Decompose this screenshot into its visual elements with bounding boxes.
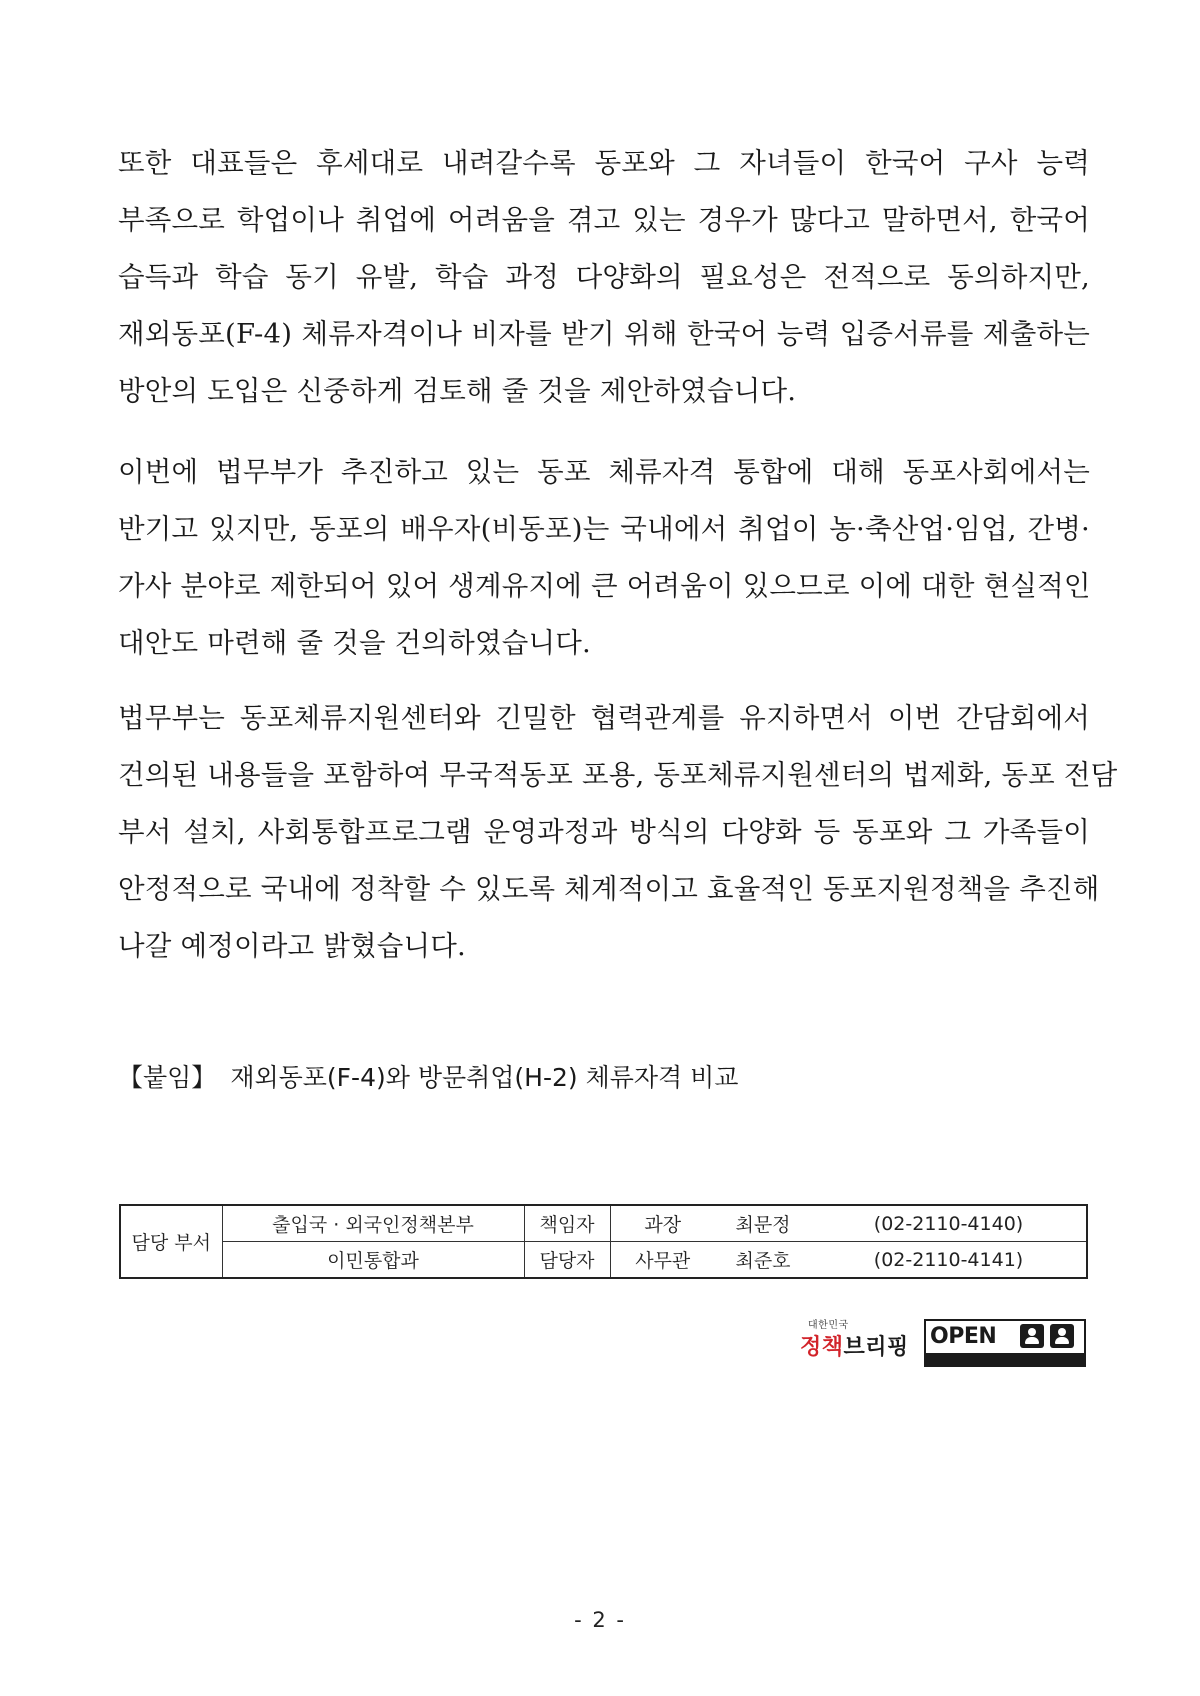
open-text: OPEN [930,1324,997,1349]
paragraph-line: 가사 분야로 제한되어 있어 생계유지에 큰 어려움이 있으므로 이에 대한 현실적인 [118,570,1091,602]
name-cell: 최준호 [715,1242,811,1279]
paragraph-line: 안정적으로 국내에 정착할 수 있도록 체계적이고 효율적인 동포지원정책을 추진해 [118,873,1100,905]
body-paragraph [118,444,1090,672]
attribution-icon [1020,1324,1044,1348]
position-cell: 사무관 [610,1242,715,1279]
logo-main-text [800,1330,909,1361]
table-row [120,1242,1087,1279]
policy-briefing-wordmark [800,1316,918,1372]
attachment-title: 재외동포(F-4)와 방문취업(H-2) 체류자격 비교 [230,1063,739,1092]
logo-small-text: 대한민국 [808,1320,849,1331]
phone-cell: (02-2110-4140) [811,1205,1087,1242]
role-cell: 책임자 [524,1205,610,1242]
department-line1-cell: 출입국 · 외국인정책본부 [222,1205,524,1242]
body-paragraph [118,135,1090,420]
paragraph-line: 방안의 도입은 신중하게 검토해 줄 것을 제안하였습니다. [118,375,797,407]
paragraph-line: 부서 설치, 사회통합프로그램 운영과정과 방식의 다양화 등 동포와 그 가족들이 [118,816,1090,848]
role-cell: 담당자 [524,1242,610,1279]
position-cell: 과장 [610,1205,715,1242]
paragraph-line: 습득과 학습 동기 유발, 학습 과정 다양화의 필요성은 전적으로 동의하지만, [118,261,1090,293]
logo-main-part2: 브리핑 [843,1335,909,1360]
paragraph-line: 나갈 예정이라고 밝혔습니다. [118,930,467,962]
paragraph-line: 반기고 있지만, 동포의 배우자(비동포)는 국내에서 취업이 농·축산업·임업, 간병· [118,513,1090,545]
attachment-label: 【붙임】 [118,1063,217,1092]
commercial-use-icon [1050,1324,1074,1348]
open-license-badge [924,1319,1086,1367]
department-label-cell: 담당 부서 [120,1205,222,1278]
paragraph-line: 건의된 내용들을 포함하여 무국적동포 포용, 동포체류지원센터의 법제화, 동포 전담 [118,759,1118,791]
paragraph-line: 재외동포(F-4) 체류자격이나 비자를 받기 위해 한국어 능력 입증서류를 제출하는 [118,318,1090,350]
license-strip [926,1353,1084,1365]
paragraph-line: 대안도 마련해 줄 것을 건의하였습니다. [118,627,591,659]
body-paragraph [118,690,1118,975]
department-line2-cell: 이민통합과 [222,1242,524,1279]
name-cell: 최문정 [715,1205,811,1242]
contact-table [119,1204,1088,1279]
paragraph-line: 법무부는 동포체류지원센터와 긴밀한 협력관계를 유지하면서 이번 간담회에서 [118,702,1090,734]
attachment-note [118,1058,738,1098]
table-row [120,1205,1087,1242]
page-number: - 2 - [574,1608,626,1632]
paragraph-line: 이번에 법무부가 추진하고 있는 동포 체류자격 통합에 대해 동포사회에서는 [118,456,1090,488]
paragraph-line: 또한 대표들은 후세대로 내려갈수록 동포와 그 자녀들이 한국어 구사 능력 [118,147,1090,179]
policy-briefing-logo [800,1316,1088,1372]
logo-main-part1: 정책 [800,1335,844,1360]
phone-cell: (02-2110-4141) [811,1242,1087,1279]
paragraph-line: 부족으로 학업이나 취업에 어려움을 겪고 있는 경우가 많다고 말하면서, 한국어 [118,204,1090,236]
